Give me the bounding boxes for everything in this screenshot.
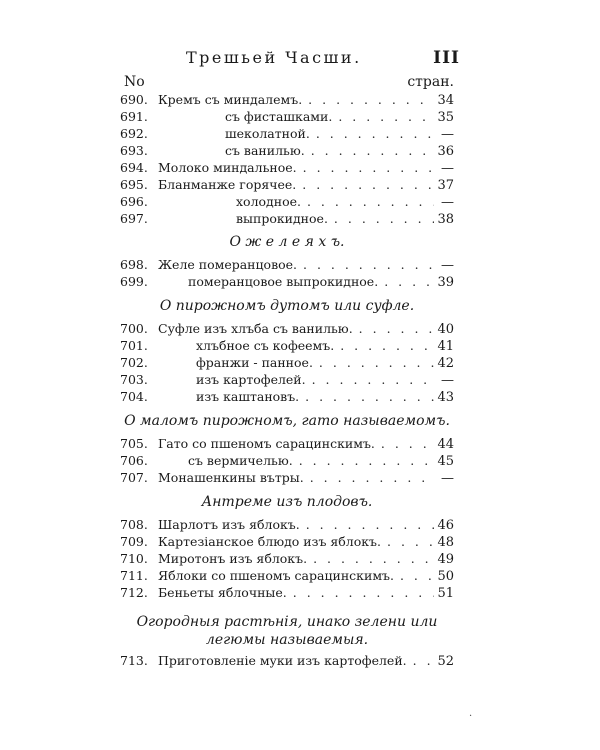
number-column-header: No (124, 74, 145, 90)
section-heading: легюмы называемыя. (205, 632, 369, 648)
dot-leader (302, 91, 434, 108)
entry-number: 706. (120, 453, 148, 468)
entry-page: 40 (437, 322, 454, 337)
dot-leader (394, 567, 434, 584)
dot-leader (313, 354, 434, 371)
entry-title: съ вермичелью. (188, 453, 293, 468)
dot-leader (287, 584, 434, 601)
section-heading: Антреме изъ плодовъ. (201, 494, 373, 510)
entry-number: 705. (120, 436, 148, 451)
entry-title: Миротонъ изъ яблокъ. (158, 551, 308, 566)
toc-entry (120, 533, 454, 550)
entry-title: Гато со пшеномъ сарацинскимъ. (158, 436, 375, 451)
toc-entry (120, 193, 454, 210)
entry-page: 38 (437, 212, 454, 227)
section-heading: Огородныя растѣнія, инако зелени или (136, 614, 438, 630)
dot-leader (299, 388, 434, 405)
dot-leader (378, 273, 434, 290)
entry-number: 692. (120, 126, 148, 141)
running-title: Трешьей Часши. (186, 48, 362, 67)
entry-number: 696. (120, 194, 148, 209)
dot-leader (300, 516, 434, 533)
dot-leader (301, 193, 434, 210)
entry-title: Бланманже горячее. (158, 177, 297, 192)
entry-page: 41 (437, 339, 454, 354)
entry-title: шеколатной. (225, 126, 310, 141)
toc-entry (120, 435, 454, 452)
dot-leader (306, 371, 434, 388)
entry-page: 52 (437, 654, 454, 669)
dot-leader (304, 469, 434, 486)
dot-leader (407, 652, 434, 669)
entry-page: 46 (437, 518, 454, 533)
entry-page: 42 (437, 356, 454, 371)
dot-leader (296, 176, 434, 193)
toc-entry (120, 210, 454, 227)
entry-title: съ фисташками. (225, 109, 333, 124)
toc-entry (120, 354, 454, 371)
entry-number: 702. (120, 355, 148, 370)
entry-page: — (441, 258, 454, 273)
toc-entry (120, 108, 454, 125)
entry-number: 712. (120, 585, 148, 600)
entry-number: 691. (120, 109, 148, 124)
toc-entry (120, 371, 454, 388)
section-heading: О маломъ пирожномъ, гато называемомъ. (124, 413, 450, 429)
toc-entry (120, 516, 454, 533)
entry-number: 693. (120, 143, 148, 158)
entry-title: изъ картофелей. (196, 372, 306, 387)
entry-page: 36 (437, 144, 454, 159)
table-of-contents (120, 91, 454, 669)
entry-title: изъ каштановъ. (196, 389, 300, 404)
entry-number: 698. (120, 257, 148, 272)
entry-title: Шарлотъ изъ яблокъ. (158, 517, 300, 532)
toc-entry (120, 469, 454, 486)
entry-page: — (441, 127, 454, 142)
toc-entry (120, 176, 454, 193)
entry-title: франжи - панное. (196, 355, 313, 370)
entry-number: 711. (120, 568, 148, 583)
entry-title: Яблоки со пшеномъ сарацинскимъ. (158, 568, 394, 583)
dot-leader (305, 142, 434, 159)
entry-number: 707. (120, 470, 148, 485)
entry-number: 700. (120, 321, 148, 336)
entry-title: хлъбное съ кофеемъ. (196, 338, 335, 353)
section-heading: О пирожномъ дутомъ или суфле. (159, 298, 415, 314)
entry-title: съ ванилью. (225, 143, 305, 158)
toc-entry (120, 388, 454, 405)
entry-title: выпрокидное. (236, 211, 328, 226)
entry-number: 695. (120, 177, 148, 192)
entry-title: Молоко миндальное. (158, 160, 297, 175)
entry-number: 690. (120, 92, 148, 107)
entry-page: 37 (437, 178, 454, 193)
entry-page: — (441, 373, 454, 388)
toc-entry (120, 125, 454, 142)
entry-title: Кремъ съ миндалемъ. (158, 92, 303, 107)
toc-entry (120, 91, 454, 108)
toc-entry (120, 567, 454, 584)
entry-page: — (441, 471, 454, 486)
dot-leader (375, 435, 434, 452)
entry-page: 49 (437, 552, 454, 567)
section-heading: О ж е л е я х ъ. (229, 234, 345, 250)
dot-leader (297, 159, 434, 176)
toc-entry (120, 337, 454, 354)
dot-leader (310, 125, 434, 142)
entry-number: 710. (120, 551, 148, 566)
dot-leader (381, 533, 434, 550)
dot-leader (297, 256, 434, 273)
entry-title: Приготовленіе муки изъ картофелей. (158, 653, 407, 668)
entry-title: Желе померанцовое. (158, 257, 298, 272)
toc-entry (120, 159, 454, 176)
entry-number: 694. (120, 160, 148, 175)
toc-entry (120, 584, 454, 601)
dot-leader (307, 550, 434, 567)
entry-number: 713. (120, 653, 148, 668)
entry-number: 708. (120, 517, 148, 532)
entry-page: 50 (437, 569, 454, 584)
page-column-header: стран. (407, 74, 454, 90)
entry-page: 43 (437, 390, 454, 405)
entry-title: холодное. (236, 194, 301, 209)
entry-page: 51 (437, 586, 454, 601)
entry-number: 709. (120, 534, 148, 549)
entry-number: 701. (120, 338, 148, 353)
toc-entry (120, 320, 454, 337)
entry-page: 45 (437, 454, 454, 469)
toc-entry (120, 550, 454, 567)
entry-page: 48 (437, 535, 454, 550)
entry-page: 39 (437, 275, 454, 290)
dot-leader (293, 452, 434, 469)
entry-number: 699. (120, 274, 148, 289)
entry-number: 703. (120, 372, 148, 387)
entry-page: 35 (437, 110, 454, 125)
toc-entry (120, 142, 454, 159)
dot-leader (328, 210, 434, 227)
page-number: III (433, 48, 460, 68)
entry-title: померанцовое выпрокидное. (188, 274, 379, 289)
entry-title: Картезіанское блюдо изъ яблокъ. (158, 534, 381, 549)
entry-title: Беньеты яблочные. (158, 585, 287, 600)
entry-page: — (441, 195, 454, 210)
entry-number: 697. (120, 211, 148, 226)
toc-entry (120, 273, 454, 290)
entry-page: 44 (437, 437, 454, 452)
page-speck: · (469, 711, 473, 722)
entry-number: 704. (120, 389, 148, 404)
toc-entry (120, 652, 454, 669)
entry-title: Монашенкины вътры. (158, 470, 304, 485)
dot-leader (332, 108, 434, 125)
toc-entry (120, 452, 454, 469)
entry-title: Суфле изъ хлъба съ ванилью. (158, 321, 353, 336)
dot-leader (353, 320, 434, 337)
toc-entry (120, 256, 454, 273)
dot-leader (334, 337, 434, 354)
entry-page: 34 (437, 93, 454, 108)
column-headers (124, 74, 454, 90)
page-header (150, 48, 460, 68)
entry-page: — (441, 161, 454, 176)
